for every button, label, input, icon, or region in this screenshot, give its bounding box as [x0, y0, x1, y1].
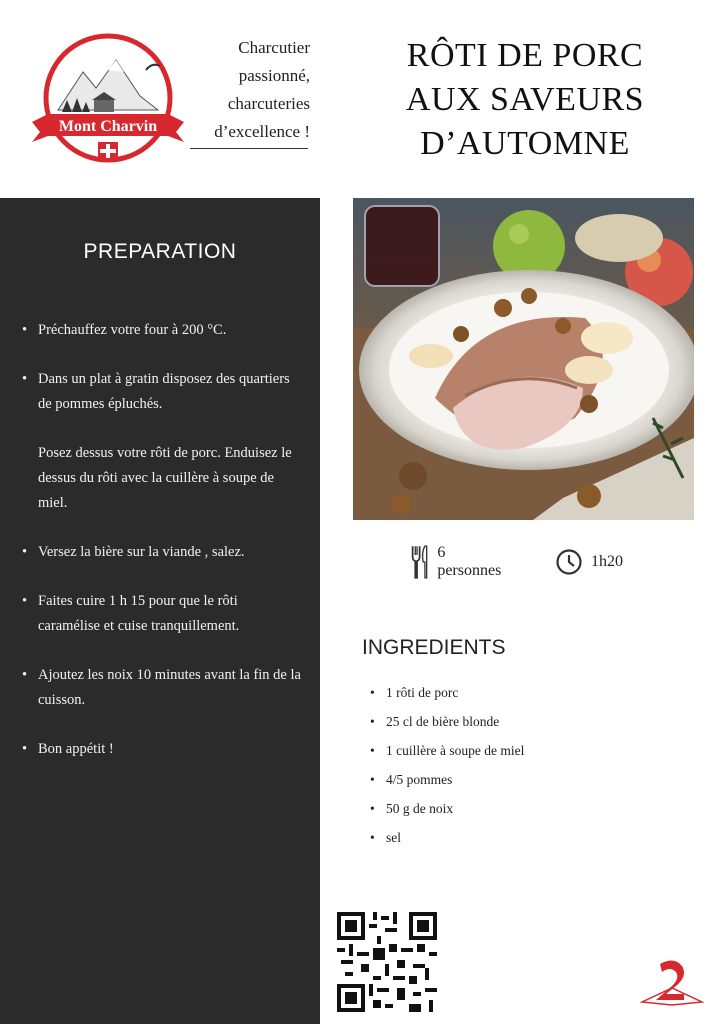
tagline-line: passionné,	[238, 66, 310, 85]
ingredient-text: 50 g de noix	[386, 801, 454, 816]
ingredient-text: 25 cl de bière blonde	[386, 714, 500, 729]
duration-info	[555, 542, 623, 582]
step-item: • Bon appétit !	[22, 741, 114, 757]
ingredient-item: • 4/5 pommes	[370, 772, 453, 787]
brand-tagline	[190, 34, 310, 146]
recipe-title	[360, 34, 690, 166]
servings-text: 6 personnes	[437, 544, 502, 579]
ingredient-item: • 25 cl de bière blonde	[370, 714, 500, 729]
title-line: D’AUTOMNE	[420, 125, 630, 162]
ingredient-text: 1 rôti de porc	[386, 685, 459, 700]
servings-info	[410, 542, 504, 582]
preparation-panel	[0, 198, 320, 1024]
tagline-line: d’excellence !	[214, 122, 310, 141]
step-item: • Faites cuire 1 h 15 pour que le rôti caramélise et cuise tranquillement.	[22, 593, 240, 634]
ingredient-item: • 1 rôti de porc	[370, 685, 459, 700]
step-item: • Versez la bière sur la viande , salez.	[22, 544, 245, 560]
step-text: Versez la bière sur la viande , salez.	[38, 544, 245, 560]
title-line: AUX SAVEURS	[405, 81, 645, 118]
step-item: • Ajoutez les noix 10 minutes avant la fin de la cuisson.	[22, 667, 301, 708]
recipe-photo	[353, 198, 694, 520]
step-continuation: Posez dessus votre rôti de porc. Enduisez le dessus du rôti avec la cuillère à soupe de miel.	[38, 445, 292, 511]
qr-code[interactable]	[337, 912, 437, 1012]
cutlery-icon	[410, 542, 429, 582]
step-text: Dans un plat à gratin disposez des quartiers de pommes épluchés.	[38, 371, 290, 412]
ingredient-text: sel	[386, 830, 401, 845]
preparation-steps	[22, 318, 302, 786]
title-line: RÔTI DE PORC	[406, 37, 644, 74]
tagline-line: Charcutier	[238, 38, 310, 57]
preparation-heading: PREPARATION	[83, 240, 237, 263]
duration-text: 1h20	[591, 553, 623, 570]
step-text: Préchauffez votre four à 200 °C.	[38, 322, 227, 338]
artisan-logo	[640, 958, 704, 1006]
ingredient-item: • 1 cuillère à soupe de miel	[370, 743, 525, 758]
step-item: • Préchauffez votre four à 200 °C.	[22, 322, 227, 338]
step-item: • Dans un plat à gratin disposez des quartiers de pommes épluchés. Posez dessus votre rôti de porc. Enduisez le dessus du rôti avec la cuillère à soupe de miel.	[22, 367, 302, 516]
mont-charvin-logo	[28, 30, 188, 170]
ingredients-heading: INGREDIENTS	[362, 636, 506, 659]
ingredients-list	[370, 678, 524, 852]
step-text: Bon appétit !	[38, 741, 114, 757]
ingredient-text: 4/5 pommes	[386, 772, 453, 787]
tagline-line: charcuteries	[227, 94, 310, 113]
ingredient-text: 1 cuillère à soupe de miel	[386, 743, 525, 758]
step-text: Faites cuire 1 h 15 pour que le rôti caramélise et cuise tranquillement.	[38, 593, 240, 634]
logo-brand-name: Mont Charvin	[58, 118, 158, 135]
clock-icon	[555, 548, 583, 576]
ingredient-item: • 50 g de noix	[370, 801, 454, 816]
step-text: Ajoutez les noix 10 minutes avant la fin de la cuisson.	[38, 667, 301, 708]
tagline-divider	[190, 148, 308, 149]
ingredient-item: • sel	[370, 830, 401, 845]
